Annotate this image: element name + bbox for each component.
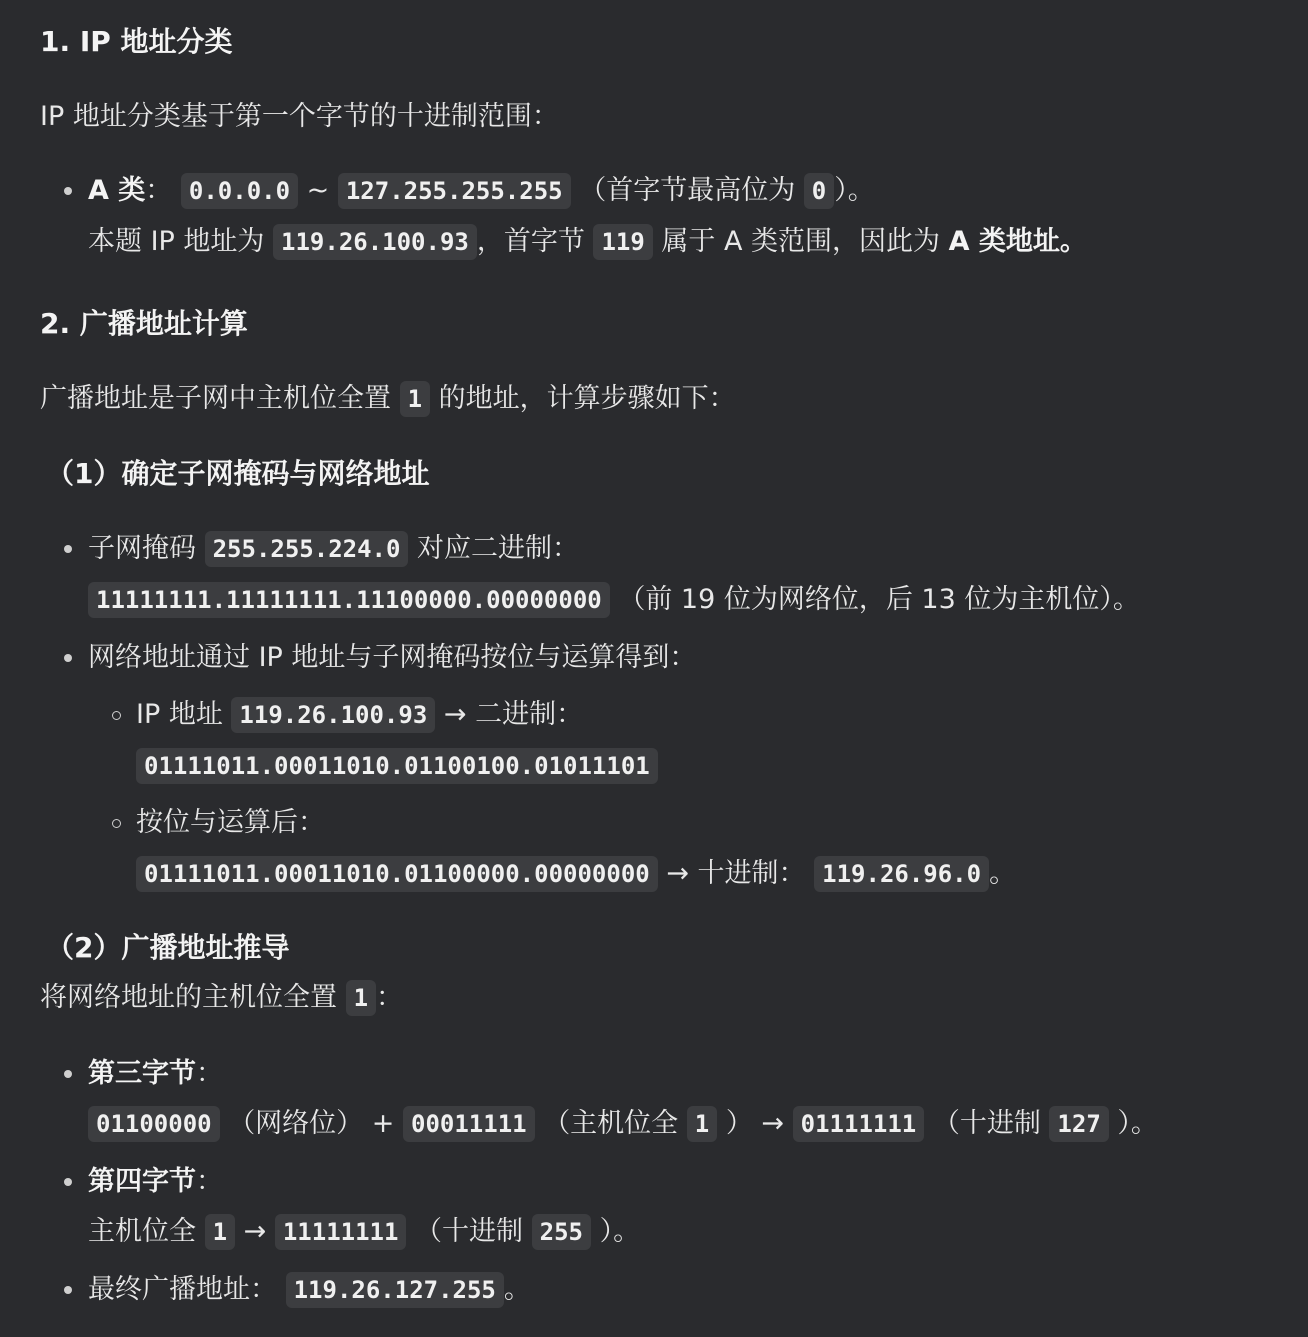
ip-arrow-text: → 二进制：	[443, 699, 584, 730]
intro-post: 的地址，计算步骤如下：	[438, 383, 736, 414]
set-pre: 将网络地址的主机位全置	[40, 982, 337, 1013]
section-1-intro: IP 地址分类基于第一个字节的十进制范围：	[40, 101, 559, 132]
class-a-range	[88, 171, 875, 211]
section-2-intro	[40, 379, 736, 419]
dec-pre: （十进制	[415, 1216, 524, 1247]
tilde: ~	[306, 175, 330, 206]
mask-post: 对应二进制：	[417, 533, 580, 564]
colon: ：	[145, 175, 173, 206]
fourth-byte-result-code: 11111111	[275, 1214, 407, 1250]
section-2-heading: 2. 广播地址计算	[40, 307, 248, 340]
host-note-post: ）	[725, 1108, 753, 1139]
set-one-code: 1	[346, 980, 376, 1016]
ip-binary-label-line	[136, 695, 583, 735]
intro-one-code: 1	[400, 381, 430, 417]
colon: ：	[196, 1166, 223, 1197]
and-label: 按位与运算后：	[136, 807, 325, 838]
subheading-1: （1）确定子网掩码与网络地址	[46, 457, 430, 490]
third-byte-label: 第三字节	[88, 1058, 196, 1089]
ip-post-text: 属于 A 类范围，因此为	[661, 226, 941, 257]
fourth-byte-one-code: 1	[205, 1214, 235, 1250]
sub-bullet-circle	[112, 819, 121, 828]
mask-binary-code: 11111111.11111111.11100000.00000000	[88, 582, 610, 618]
class-a-end: 127.255.255.255	[338, 173, 571, 209]
class-a-start: 0.0.0.0	[181, 173, 298, 209]
and-binary-code: 01111011.00011010.01100000.00000000	[136, 856, 658, 892]
class-a-note: （首字节最高位为	[579, 175, 796, 206]
fourth-byte-dec-code: 255	[532, 1214, 591, 1250]
network-intro: 网络地址通过 IP 地址与子网掩码按位与运算得到：	[88, 642, 697, 673]
net-note: （网络位）	[228, 1108, 364, 1139]
ip-code: 119.26.100.93	[231, 697, 435, 733]
ip-address-code: 119.26.100.93	[273, 224, 477, 260]
ip-mid-text: ，首字节	[476, 226, 585, 257]
bullet-dot	[64, 187, 72, 195]
ip-class-conclusion	[88, 222, 1087, 262]
fourth-byte-calc	[88, 1212, 640, 1252]
plus: +	[371, 1108, 395, 1139]
colon: ：	[376, 982, 404, 1013]
third-byte-dec-code: 127	[1049, 1106, 1108, 1142]
third-byte-calc	[88, 1104, 1158, 1144]
section-1-heading: 1. IP 地址分类	[40, 25, 233, 58]
conclusion-bold: A 类地址。	[948, 226, 1087, 257]
final-label: 最终广播地址：	[88, 1274, 277, 1305]
host-note-pre: （主机位全	[543, 1108, 679, 1139]
third-byte-label-line	[88, 1054, 223, 1094]
bullet-dot	[64, 1070, 72, 1078]
arrow: →	[761, 1108, 785, 1139]
fourth-byte-label-line	[88, 1162, 223, 1202]
ip-binary-code: 01111011.00011010.01100100.01011101	[136, 748, 658, 784]
mask-line	[88, 529, 579, 569]
period: 。	[989, 858, 1017, 889]
subnet-mask-code: 255.255.224.0	[205, 531, 409, 567]
ip-binary-line	[136, 746, 658, 786]
sub-bullet-circle	[112, 711, 121, 720]
class-a-bit: 0	[804, 173, 834, 209]
period: 。	[503, 1274, 531, 1305]
dec-post: ）。	[599, 1216, 641, 1247]
and-result-line	[136, 854, 1016, 894]
and-arrow-text: → 十进制：	[666, 858, 806, 889]
subheading-2: （2）广播地址推导	[46, 931, 290, 964]
bullet-dot	[64, 1178, 72, 1186]
ip-pre-text: 本题 IP 地址为	[88, 226, 265, 257]
bullet-dot	[64, 654, 72, 662]
b4-pre: 主机位全	[88, 1216, 196, 1247]
third-byte-one-code: 1	[687, 1106, 717, 1142]
fourth-byte-label: 第四字节	[88, 1166, 196, 1197]
third-byte-host-code: 00011111	[403, 1106, 535, 1142]
bullet-dot	[64, 545, 72, 553]
mask-pre: 子网掩码	[88, 533, 196, 564]
arrow: →	[243, 1216, 267, 1247]
mask-binary-line	[88, 580, 1140, 620]
mask-note: （前 19 位为网络位，后 13 位为主机位）。	[618, 584, 1140, 615]
third-byte-result-code: 01111111	[793, 1106, 925, 1142]
note-end: ）。	[834, 175, 875, 206]
colon: ：	[196, 1058, 223, 1089]
bullet-dot	[64, 1286, 72, 1294]
dec-pre: （十进制	[932, 1108, 1041, 1139]
broadcast-address-code: 119.26.127.255	[286, 1272, 504, 1308]
dec-post: ）。	[1117, 1108, 1158, 1139]
class-a-label: A 类	[88, 175, 146, 206]
first-byte-code: 119	[593, 224, 652, 260]
set-host-bits-line	[40, 978, 403, 1018]
network-address-code: 119.26.96.0	[814, 856, 989, 892]
third-byte-net-code: 01100000	[88, 1106, 220, 1142]
ip-label: IP 地址	[136, 699, 223, 730]
intro-pre: 广播地址是子网中主机位全置	[40, 383, 391, 414]
final-broadcast-line	[88, 1270, 531, 1310]
